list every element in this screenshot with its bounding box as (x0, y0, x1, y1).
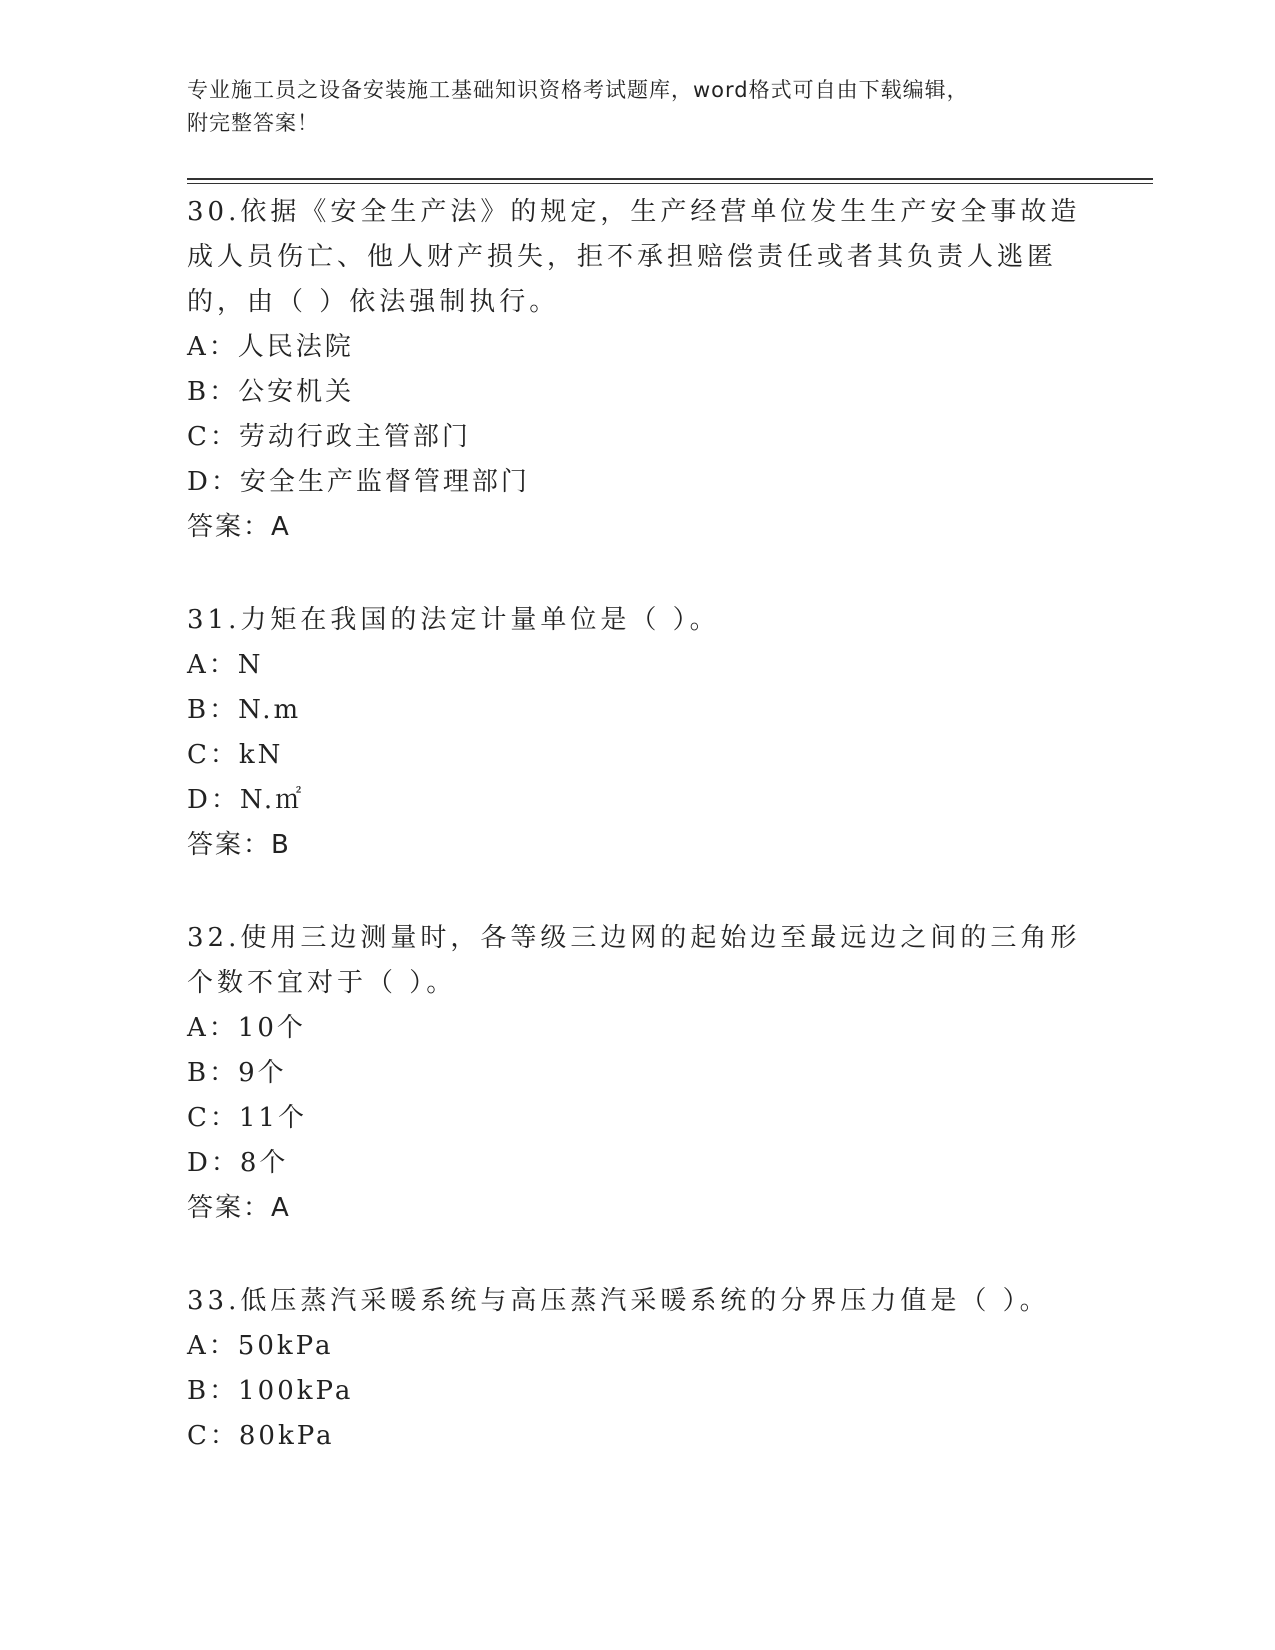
option-b: B：9个 (187, 1058, 287, 1088)
question-stem: 30.依据《安全生产法》的规定，生产经营单位发生生产安全事故造成人员伤亡、他人财产损失，拒不承担赔偿责任或者其负责人逃匿的，由（ ）依法强制执行。 (187, 197, 1081, 317)
header-line-2: 附完整答案！ (187, 111, 319, 135)
option-list (187, 1006, 1087, 1186)
spacer (187, 1231, 1087, 1279)
question-stem: 32.使用三边测量时，各等级三边网的起始边至最远边之间的三角形个数不宜对于（ ）。 (187, 923, 1081, 998)
option-a: A：N (187, 650, 264, 680)
question-stem: 33.低压蒸汽采暖系统与高压蒸汽采暖系统的分界压力值是（ ）。 (187, 1286, 1050, 1316)
answer-label: 答案：B (187, 830, 291, 860)
option-list (187, 1324, 1087, 1459)
option-a: A：人民法院 (187, 332, 354, 362)
question-30 (187, 190, 1087, 550)
document-header (187, 74, 1067, 140)
option-a: A：50kPa (187, 1331, 334, 1361)
option-c: C：kN (187, 740, 284, 770)
option-b: B：公安机关 (187, 377, 355, 407)
question-32 (187, 916, 1087, 1231)
header-divider-thick (187, 178, 1153, 180)
option-d: D：N.㎡ (187, 785, 305, 815)
option-c: C：11个 (187, 1103, 307, 1133)
option-b: B：N.m (187, 695, 302, 725)
option-c: C：80kPa (187, 1421, 335, 1451)
answer-label: 答案：A (187, 1193, 291, 1223)
header-line-1: 专业施工员之设备安装施工基础知识资格考试题库，word格式可自由下载编辑， (187, 78, 969, 102)
option-b: B：100kPa (187, 1376, 354, 1406)
header-divider-thin (187, 183, 1153, 184)
question-31 (187, 598, 1087, 868)
answer-label: 答案：A (187, 512, 291, 542)
question-33 (187, 1279, 1087, 1459)
spacer (187, 868, 1087, 916)
question-stem: 31.力矩在我国的法定计量单位是（ ）。 (187, 605, 720, 635)
spacer (187, 550, 1087, 598)
option-a: A：10个 (187, 1013, 306, 1043)
question-list (187, 190, 1087, 1459)
option-list (187, 643, 1087, 823)
option-c: C：劳动行政主管部门 (187, 422, 471, 452)
option-list (187, 325, 1087, 505)
option-d: D：安全生产监督管理部门 (187, 467, 530, 497)
option-d: D：8个 (187, 1148, 289, 1178)
